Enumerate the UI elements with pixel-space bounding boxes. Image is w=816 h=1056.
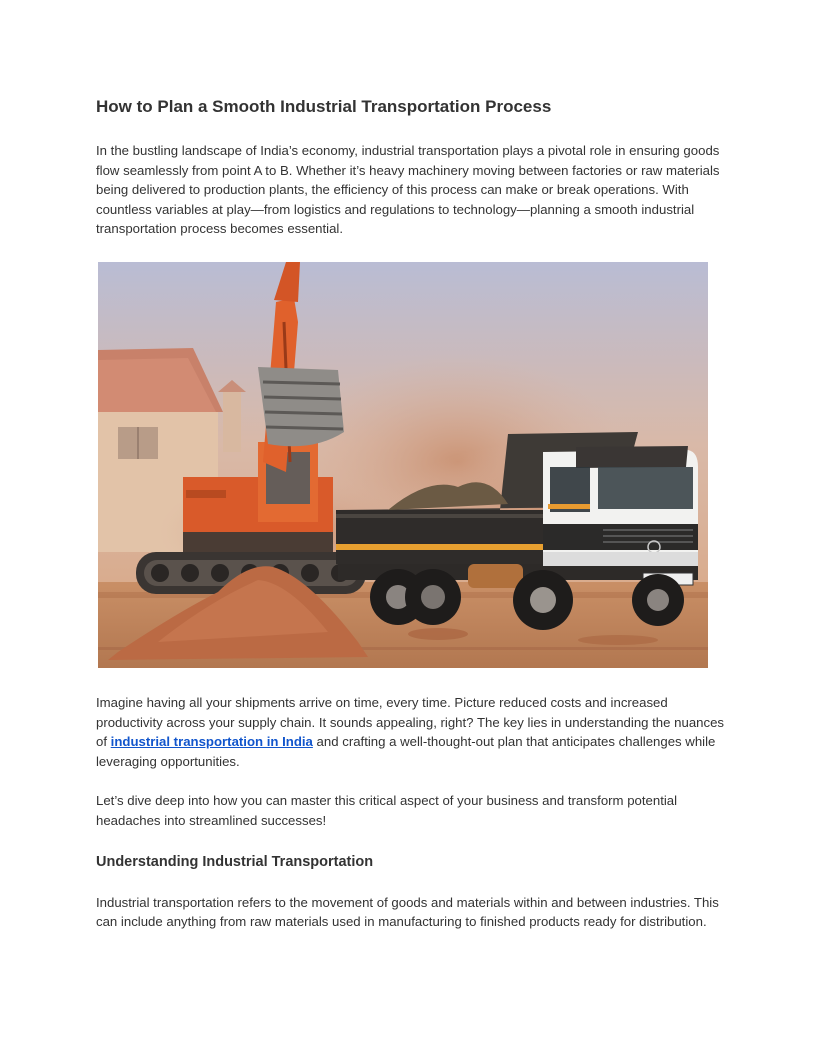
article-title: How to Plan a Smooth Industrial Transportation Process [96,97,552,116]
definition-paragraph: Industrial transportation refers to the movement of goods and materials within and between industries. This can include anything from raw materials used in manufacturing to finished products ready for distribution. [96,894,719,930]
intro-paragraph: In the bustling landscape of India’s economy, industrial transportation plays a pivotal role in ensuring goods flow seamlessly from point A to B. Whether it’s heavy machinery moving between factories or raw materials being delivered to production plants, the efficiency of this process can make or break operations. With countless variables at play—from logistics and regulations to technology—planning a smooth industrial transportation process becomes essential. [96,143,720,237]
article-photo [98,262,708,668]
document-page [96,96,724,932]
industrial-transportation-india-link[interactable]: industrial transportation in India [110,734,313,750]
section-heading: Understanding Industrial Transportation [96,853,374,870]
imagine-paragraph [96,693,724,771]
dive-paragraph: Let’s dive deep into how you can master this critical aspect of your business and transform potential headaches into streamlined successes! [96,793,678,828]
imagine-text-end: and crafting a well-thought-out plan that anticipates challenges while leveraging opportunities. [96,734,716,769]
imagine-text-start: Imagine having all your shipments arrive on time, every time. Picture reduced costs and increased productivity across your supply chain. It sounds appealing, right? The key lies in understanding the nuances of [96,694,725,750]
